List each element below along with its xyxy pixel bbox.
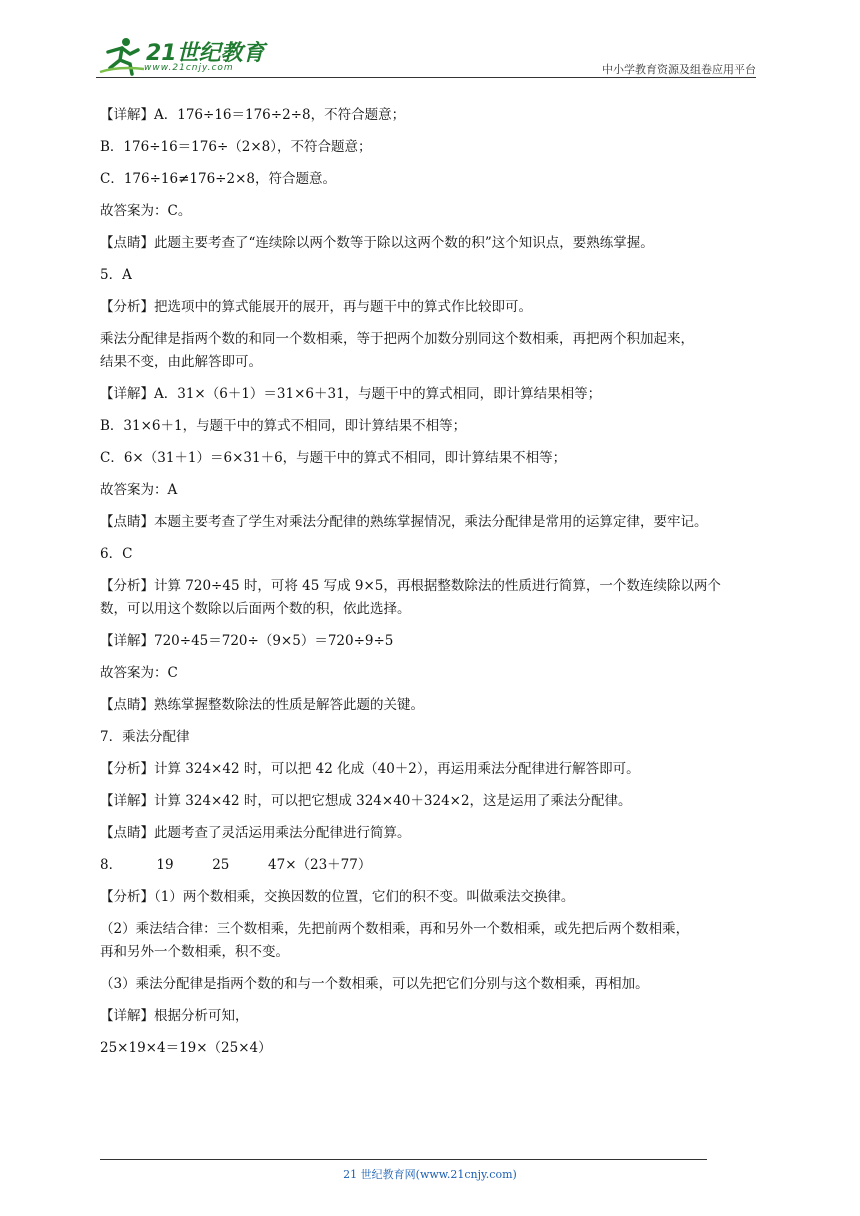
logo-text: 21世纪教育: [146, 41, 265, 66]
text-line: 25×19×4＝19×（25×4）: [100, 1040, 272, 1056]
text-line: 【详解】A．176÷16＝176÷2÷8，不符合题意；: [100, 107, 406, 123]
text-line: 【点睛】熟练掌握整数除法的性质是解答此题的关键。: [100, 697, 424, 713]
text-line: C．6×（31＋1）＝6×31＋6，与题干中的算式不相同，即计算结果不相等；: [100, 450, 567, 466]
text-line: 故答案为：C。: [100, 203, 192, 219]
text-line: 【分析】（1）两个数相乘，交换因数的位置，它们的积不变。叫做乘法交换律。: [100, 889, 575, 905]
text-line: B．31×6＋1，与题干中的算式不相同，即计算结果不相等；: [100, 418, 467, 434]
text-line: 【详解】计算 324×42 时，可以把它想成 324×40＋324×2，这是运用了乘法分配律。: [100, 793, 632, 809]
text-line: （2）乘法结合律：三个数相乘，先把前两个数相乘，再和另外一个数相乘，或先把后两个数相乘，: [100, 921, 690, 937]
text-line: 【分析】把选项中的算式能展开的展开，再与题干中的算式作比较即可。: [100, 299, 532, 315]
question-number: 7．乘法分配律: [100, 729, 190, 745]
page-header: [96, 34, 756, 80]
text-line: 【分析】计算 324×42 时，可以把 42 化成（40＋2），再运用乘法分配律进行解答即可。: [100, 761, 640, 777]
logo-url: www.21cnjy.com: [144, 63, 234, 73]
question-number: 8． 19 25 47×（23＋77）: [100, 857, 372, 873]
question-number: 6．C: [100, 546, 133, 562]
header-tagline: 中小学教育资源及组卷应用平台: [602, 63, 756, 76]
page-footer[interactable]: 21 世纪教育网(www.21cnjy.com): [343, 1168, 517, 1181]
text-line: 故答案为：A: [100, 482, 178, 498]
text-line: 【详解】A．31×（6＋1）＝31×6＋31，与题干中的算式相同，即计算结果相等；: [100, 386, 602, 402]
runner-logo-icon: [98, 36, 148, 76]
header-divider: [96, 77, 756, 78]
footer-divider: [100, 1159, 707, 1160]
text-line: （3）乘法分配律是指两个数的和与一个数相乘，可以先把它们分别与这个数相乘，再相加。: [100, 976, 649, 992]
text-line: 结果不变，由此解答即可。: [100, 354, 262, 370]
site-logo[interactable]: [96, 34, 266, 78]
text-line: 【点睛】本题主要考查了学生对乘法分配律的熟练掌握情况，乘法分配律是常用的运算定律，要牢记。: [100, 514, 708, 530]
text-line: 故答案为：C: [100, 665, 178, 681]
text-line: 数，可以用这个数除以后面两个数的积，依此选择。: [100, 601, 411, 617]
text-line: B．176÷16＝176÷（2×8），不符合题意；: [100, 139, 372, 155]
text-line: 乘法分配律是指两个数的和同一个数相乘，等于把两个加数分别同这个数相乘，再把两个积加起来，: [100, 331, 694, 347]
text-line: 【详解】720÷45＝720÷（9×5）＝720÷9÷5: [100, 633, 394, 649]
text-line: 【分析】计算 720÷45 时，可将 45 写成 9×5，再根据整数除法的性质进行简算，一个数连续除以两个: [100, 578, 721, 594]
document-body: [100, 104, 768, 1069]
text-line: 【点睛】此题主要考查了“连续除以两个数等于除以这两个数的积”这个知识点，要熟练掌握。: [100, 235, 654, 251]
text-line: C．176÷16≠176÷2×8，符合题意。: [100, 171, 336, 187]
question-number: 5．A: [100, 267, 132, 283]
text-line: 【点睛】此题考查了灵活运用乘法分配律进行简算。: [100, 825, 411, 841]
text-line: 【详解】根据分析可知，: [100, 1008, 249, 1024]
text-line: 再和另外一个数相乘，积不变。: [100, 944, 289, 960]
